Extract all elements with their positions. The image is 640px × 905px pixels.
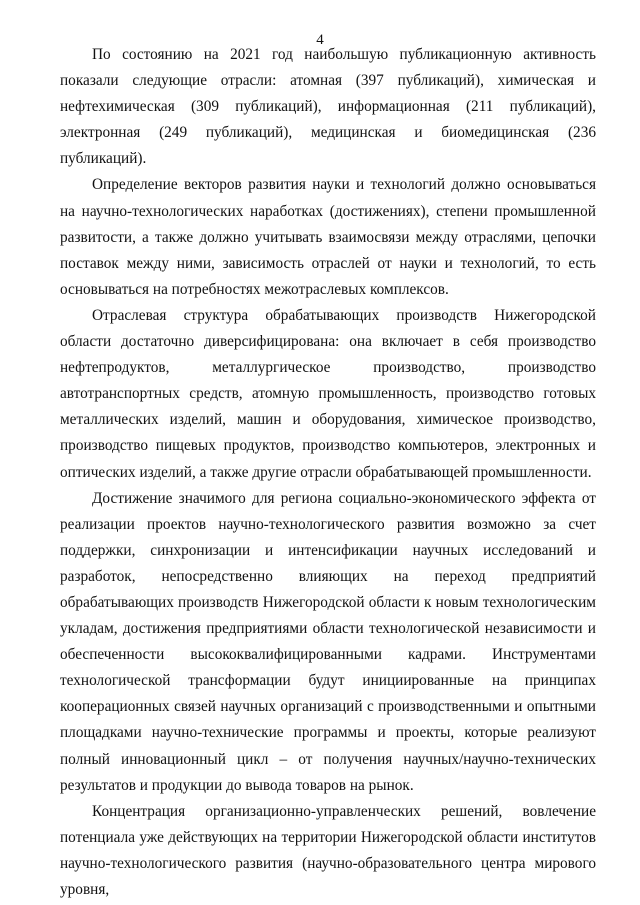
- paragraph-industry-structure: Отраслевая структура обрабатывающих производств Нижегородской области достаточно диверсифицирована: она включает в себя производство нефтепродуктов, металлургическое производство, производство автотранспортных средств, атомную промышленность, производство готовых металлических изделий, машин и оборудования, химическое производство, производство пищевых продуктов, производство компьютеров, электронных и оптических изделий, а также другие отрасли обрабатывающей промышленности.: [60, 306, 596, 481]
- paragraph-development-vectors: Определение векторов развития науки и технологий должно основываться на научно-технологических наработках (достижениях), степени промышленной развитости, а также должно учитывать взаимосвязи между отраслями, цепочки поставок между ними, зависимость отраслей от науки и технологий, то есть основываться на потребностях межотраслевых комплексов.: [60, 176, 596, 298]
- document-body: [60, 42, 596, 903]
- paragraph-management-decisions: Концентрация организационно-управленческих решений, вовлечение потенциала уже действующих на территории Нижегородской области институтов научно-технологического развития (научно-образовательного центра мирового уровня,: [60, 802, 596, 898]
- paragraph-socio-economic-effect: Достижение значимого для региона социально-экономического эффекта от реализации проектов научно-технологического развития возможно за счет поддержки, синхронизации и интенсификации научных исследований и разработок, непосредственно влияющих на переход предприятий обрабатывающих производств Нижегородской области к новым технологическим укладам, достижения предприятиями области технологической независимости и обеспеченности высококвалифицированными кадрами. Инструментами технологической трансформации будут инициированные на принципах кооперационных связей научных организаций с производственными и опытными площадками научно-технические программы и проекты, которые реализуют полный инновационный цикл – от получения научных/научно-технических результатов и продукции до вывода товаров на рынок.: [60, 489, 596, 794]
- page-number: 4: [316, 32, 324, 48]
- paragraph-publication-activity: По состоянию на 2021 год наибольшую публикационную активность показали следующие отрасли: атомная (397 публикаций), химическая и нефтехимическая (309 публикаций), информационная (211 публикаций), электронная (249 публикаций), медицинская и биомедицинская (236 публикаций).: [60, 46, 596, 168]
